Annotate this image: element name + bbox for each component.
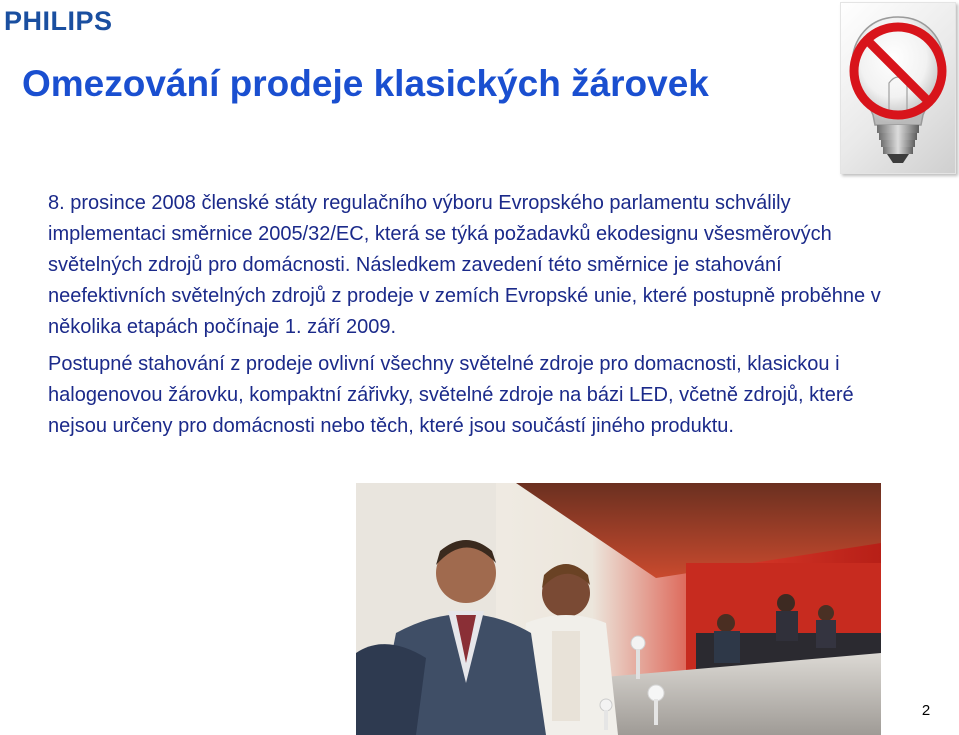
no-incandescent-bulb-icon xyxy=(840,2,956,174)
paragraph-2: Postupné stahování z prodeje ovlivní všechny světelné zdroje pro domacnosti, klasickou i halogenovou žárovku, kompaktní zářivky, světelné zdroje na bázi LED, včetně zdrojů, které nejsou určeny pro domácnosti nebo těch, které jsou součástí jiného produktu. xyxy=(48,353,854,437)
page-number: 2 xyxy=(921,702,931,719)
page-title: Omezování prodeje klasických žárovek xyxy=(22,63,709,104)
philips-logo: PHILIPS xyxy=(4,6,113,36)
restaurant-photo xyxy=(356,483,881,735)
paragraph-1: 8. prosince 2008 členské státy regulačního výboru Evropského parlamentu schválily implementaci směrnice 2005/32/EC, která se týká požadavků ekodesignu všesměrových světelných zdrojů pro domácnosti. Následkem zavedení této směrnice je stahování neefektivních světelných zdrojů z prodeje v zemích Evropské unie, které postupně proběhne v několika etapách počínaje 1. září 2009. xyxy=(48,192,881,338)
body-text xyxy=(48,188,894,442)
